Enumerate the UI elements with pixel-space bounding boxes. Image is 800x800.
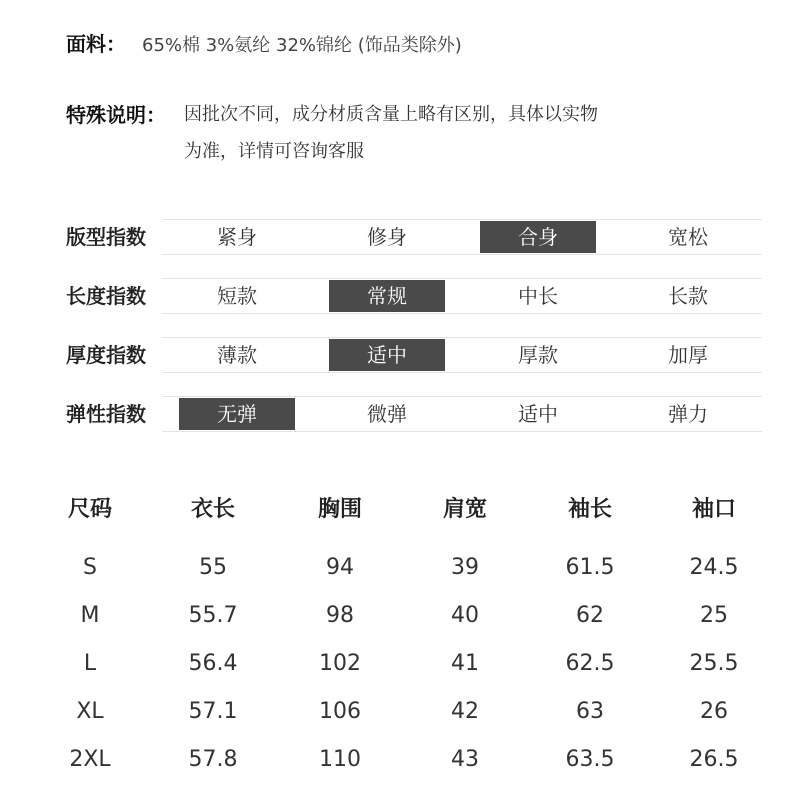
divider: [162, 219, 762, 220]
table-cell: 63.5: [565, 747, 615, 772]
note-label: 特殊说明：: [66, 103, 166, 127]
table-cell: 24.5: [689, 555, 739, 580]
table-cell: 55.7: [188, 603, 238, 628]
fabric-line: [66, 30, 462, 58]
index-option: 宽松: [668, 225, 708, 249]
size-cell: L: [83, 651, 97, 676]
index-label: 弹性指数: [66, 402, 146, 426]
table-cell: 25.5: [689, 651, 739, 676]
table-cell: 106: [319, 699, 361, 724]
table-row: [0, 740, 800, 780]
fabric-label: 面料：: [66, 32, 126, 56]
table-row: [0, 644, 800, 684]
index-option-selected: 合身: [480, 221, 596, 253]
table-row: [0, 548, 800, 588]
index-label: 厚度指数: [66, 343, 146, 367]
index-option-selected: 适中: [329, 339, 445, 371]
table-header-cell: 胸围: [317, 497, 362, 522]
table-header-row: [0, 490, 800, 530]
elasticity-index-row: [0, 396, 800, 432]
index-option: 长款: [668, 284, 708, 308]
thickness-index-row: [0, 337, 800, 373]
table-header-cell: 肩宽: [442, 497, 487, 522]
table-cell: 26: [700, 699, 728, 724]
table-cell: 39: [451, 555, 479, 580]
size-cell: XL: [76, 699, 104, 724]
table-cell: 63: [576, 699, 604, 724]
size-cell: S: [83, 555, 97, 580]
table-cell: 110: [319, 747, 361, 772]
index-option: 短款: [217, 284, 257, 308]
table-header-cell: 袖口: [691, 497, 736, 522]
table-cell: 57.8: [188, 747, 238, 772]
size-cell: M: [80, 603, 100, 628]
size-cell: 2XL: [69, 747, 111, 772]
index-option: 弹力: [668, 402, 708, 426]
index-option: 中长: [518, 284, 558, 308]
divider: [162, 372, 762, 373]
table-row: [0, 692, 800, 732]
index-option: 加厚: [668, 343, 708, 367]
divider: [162, 431, 762, 432]
divider: [162, 337, 762, 338]
table-cell: 25: [700, 603, 728, 628]
table-cell: 55: [199, 555, 227, 580]
index-label: 版型指数: [66, 225, 146, 249]
table-cell: 41: [451, 651, 479, 676]
length-index-row: [0, 278, 800, 314]
note-text-line-2: 为准，详情可咨询客服: [184, 141, 364, 162]
index-option: 厚款: [518, 343, 558, 367]
table-cell: 102: [319, 651, 361, 676]
divider: [162, 278, 762, 279]
table-cell: 62.5: [565, 651, 615, 676]
table-cell: 56.4: [188, 651, 238, 676]
table-header-cell: 尺码: [67, 497, 112, 522]
divider: [162, 396, 762, 397]
index-option-selected: 常规: [329, 280, 445, 312]
table-cell: 42: [451, 699, 479, 724]
table-cell: 98: [326, 603, 354, 628]
table-cell: 57.1: [188, 699, 238, 724]
index-option: 薄款: [217, 343, 257, 367]
table-cell: 43: [451, 747, 479, 772]
index-option-selected: 无弹: [179, 398, 295, 430]
table-header-cell: 袖长: [567, 497, 612, 522]
note-text-line-1: 因批次不同，成分材质含量上略有区别，具体以实物: [184, 104, 598, 125]
index-label: 长度指数: [66, 284, 146, 308]
table-row: [0, 596, 800, 636]
index-option: 微弹: [367, 402, 407, 426]
table-cell: 26.5: [689, 747, 739, 772]
index-option: 紧身: [217, 225, 257, 249]
index-option: 适中: [518, 402, 558, 426]
table-cell: 94: [326, 555, 354, 580]
fabric-value: 65%棉 3%氨纶 32%锦纶 (饰品类除外): [142, 35, 462, 56]
fit-index-row: [0, 219, 800, 255]
divider: [162, 254, 762, 255]
table-cell: 61.5: [565, 555, 615, 580]
index-option: 修身: [367, 225, 407, 249]
table-cell: 40: [451, 603, 479, 628]
table-cell: 62: [576, 603, 604, 628]
divider: [162, 313, 762, 314]
table-header-cell: 衣长: [190, 497, 235, 522]
